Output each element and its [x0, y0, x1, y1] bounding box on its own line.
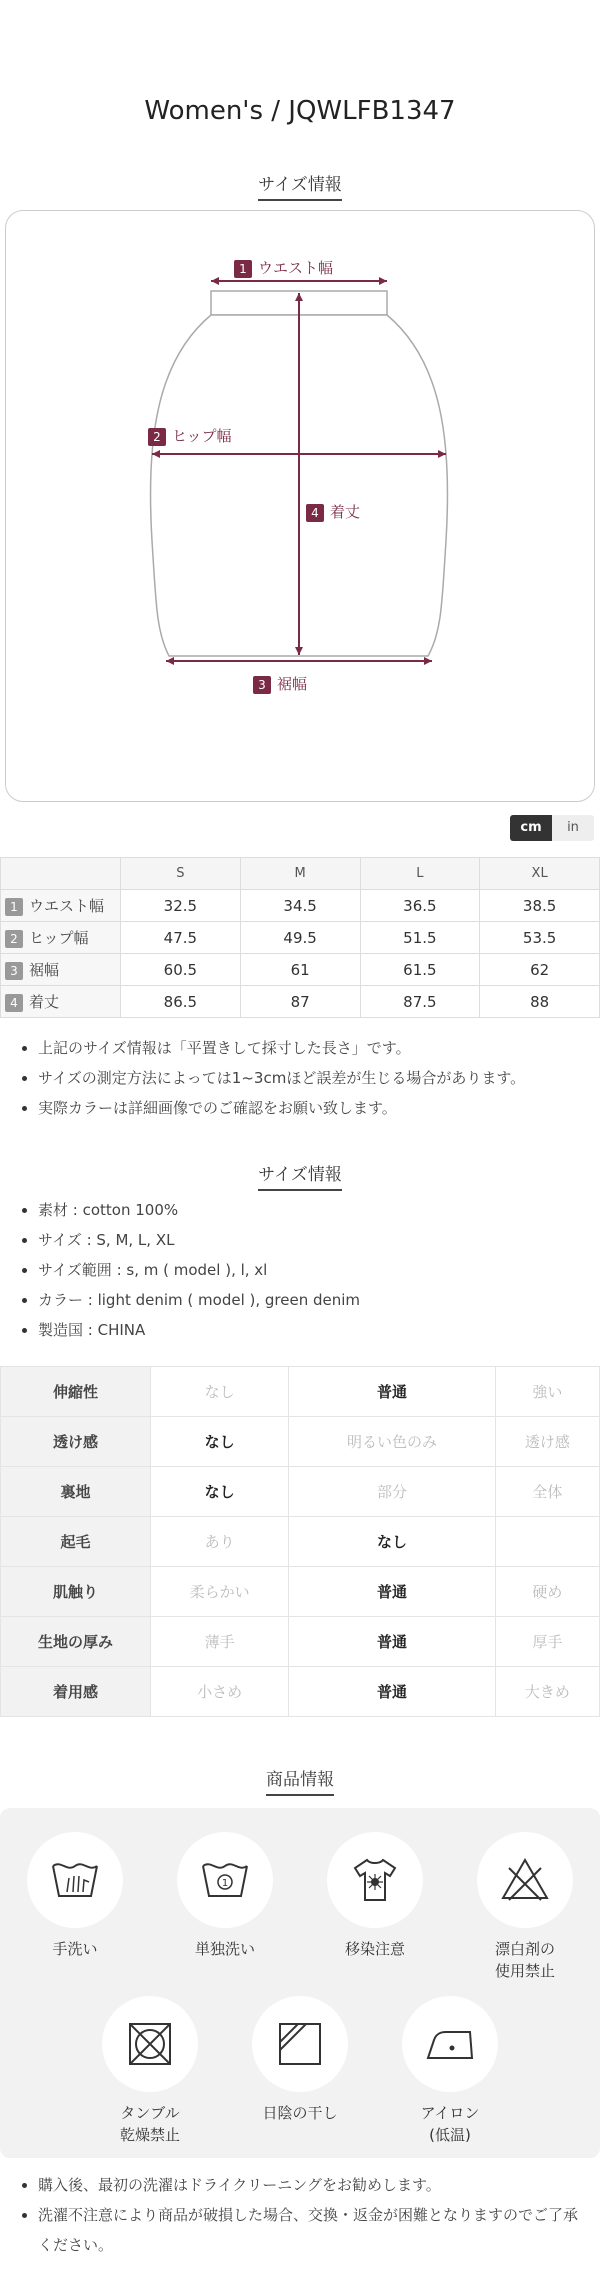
feature-option: 普通	[289, 1617, 495, 1667]
product-section-title: 商品情報	[0, 1765, 600, 1796]
fabric-feature-table	[0, 1366, 600, 1717]
table-row	[1, 1417, 600, 1467]
feature-label: 肌触り	[1, 1567, 151, 1617]
feature-option: 薄手	[151, 1617, 289, 1667]
size-table	[0, 857, 600, 1018]
feature-label: 着用感	[1, 1667, 151, 1717]
feature-option: 硬め	[495, 1567, 599, 1617]
feature-label: 裏地	[1, 1467, 151, 1517]
care-notes	[22, 2170, 592, 2260]
iron-low-icon	[422, 2016, 478, 2072]
feature-label: 伸縮性	[1, 1367, 151, 1417]
spec-section-title: サイズ情報	[0, 1160, 600, 1191]
list-item: 実際カラーは詳細画像でのご確認をお願い致します。	[22, 1093, 592, 1123]
feature-option	[495, 1517, 599, 1567]
care-item: タンブル 乾燥禁止	[90, 1996, 210, 2146]
size-header-m: M	[240, 858, 360, 890]
unit-toggle[interactable]	[510, 815, 594, 841]
feature-option: 普通	[289, 1667, 495, 1717]
feature-option: なし	[151, 1367, 289, 1417]
feature-option: 普通	[289, 1367, 495, 1417]
list-item: サイズ範囲 : s, m ( model ), l, xl	[22, 1255, 592, 1285]
list-item: 購入後、最初の洗濯はドライクリーニングをお勧めします。	[22, 2170, 592, 2200]
feature-option: あり	[151, 1517, 289, 1567]
size-header-xl: XL	[480, 858, 600, 890]
list-item: 製造国 : CHINA	[22, 1315, 592, 1345]
separate-wash-icon	[197, 1852, 253, 1908]
feature-option: なし	[151, 1467, 289, 1517]
feature-option: なし	[151, 1417, 289, 1467]
feature-label: 起毛	[1, 1517, 151, 1567]
feature-label: 透け感	[1, 1417, 151, 1467]
no-tumble-dry-icon	[122, 2016, 178, 2072]
list-item: サイズ : S, M, L, XL	[22, 1225, 592, 1255]
care-item: 日陰の干し	[240, 1996, 360, 2124]
spec-list	[22, 1195, 592, 1345]
no-bleach-icon	[497, 1852, 553, 1908]
unit-cm-button[interactable]: cm	[510, 815, 552, 841]
table-row	[1, 1517, 600, 1567]
care-item: アイロン (低温)	[390, 1996, 510, 2146]
skirt-outline	[6, 211, 596, 803]
feature-option: 透け感	[495, 1417, 599, 1467]
waist-label: 1 ウエスト幅	[234, 257, 333, 278]
table-row: 4 着丈 86.5 87 87.5 88	[1, 986, 600, 1018]
svg-text:1: 1	[221, 1878, 229, 1889]
feature-option: 厚手	[495, 1617, 599, 1667]
list-item: 素材 : cotton 100%	[22, 1195, 592, 1225]
table-row: 3 裾幅 60.5 61 61.5 62	[1, 954, 600, 986]
feature-option: なし	[289, 1517, 495, 1567]
list-item: 洗濯不注意により商品が破損した場合、交換・返金が困難となりますのでご了承ください。	[22, 2200, 592, 2260]
skirt-diagram	[5, 210, 595, 802]
table-row	[1, 1667, 600, 1717]
table-row	[1, 1367, 600, 1417]
unit-in-button[interactable]: in	[552, 815, 594, 841]
list-item: カラー : light denim ( model ), green denim	[22, 1285, 592, 1315]
length-label: 4 着丈	[306, 501, 360, 522]
table-row: 2 ヒップ幅 47.5 49.5 51.5 53.5	[1, 922, 600, 954]
feature-option: 全体	[495, 1467, 599, 1517]
feature-option: 強い	[495, 1367, 599, 1417]
feature-option: 普通	[289, 1567, 495, 1617]
care-item: 漂白剤の 使用禁止	[465, 1832, 585, 1982]
size-section-title: サイズ情報	[0, 170, 600, 201]
care-item: 移染注意	[315, 1832, 435, 1960]
care-instructions	[0, 1808, 600, 2158]
table-row	[1, 1467, 600, 1517]
care-item: 手洗い	[15, 1832, 135, 1960]
size-header-s: S	[121, 858, 241, 890]
shade-dry-icon	[272, 2016, 328, 2072]
feature-option: 小さめ	[151, 1667, 289, 1717]
feature-label: 生地の厚み	[1, 1617, 151, 1667]
color-transfer-icon	[347, 1852, 403, 1908]
care-item: 1 単独洗い	[165, 1832, 285, 1960]
hand-wash-icon	[47, 1852, 103, 1908]
size-header-l: L	[360, 858, 480, 890]
list-item: 上記のサイズ情報は「平置きして採寸した長さ」です。	[22, 1033, 592, 1063]
list-item: サイズの測定方法によっては1~3cmほど誤差が生じる場合があります。	[22, 1063, 592, 1093]
hip-label: 2 ヒップ幅	[148, 425, 232, 446]
feature-option: 柔らかい	[151, 1567, 289, 1617]
product-title: Women's / JQWLFB1347	[144, 96, 456, 126]
feature-option: 部分	[289, 1467, 495, 1517]
size-table-header	[1, 858, 600, 890]
table-row	[1, 1617, 600, 1667]
table-row: 1 ウエスト幅 32.5 34.5 36.5 38.5	[1, 890, 600, 922]
hem-label: 3 裾幅	[253, 673, 307, 694]
feature-option: 明るい色のみ	[289, 1417, 495, 1467]
feature-option: 大きめ	[495, 1667, 599, 1717]
size-notes	[22, 1033, 592, 1123]
table-row	[1, 1567, 600, 1617]
